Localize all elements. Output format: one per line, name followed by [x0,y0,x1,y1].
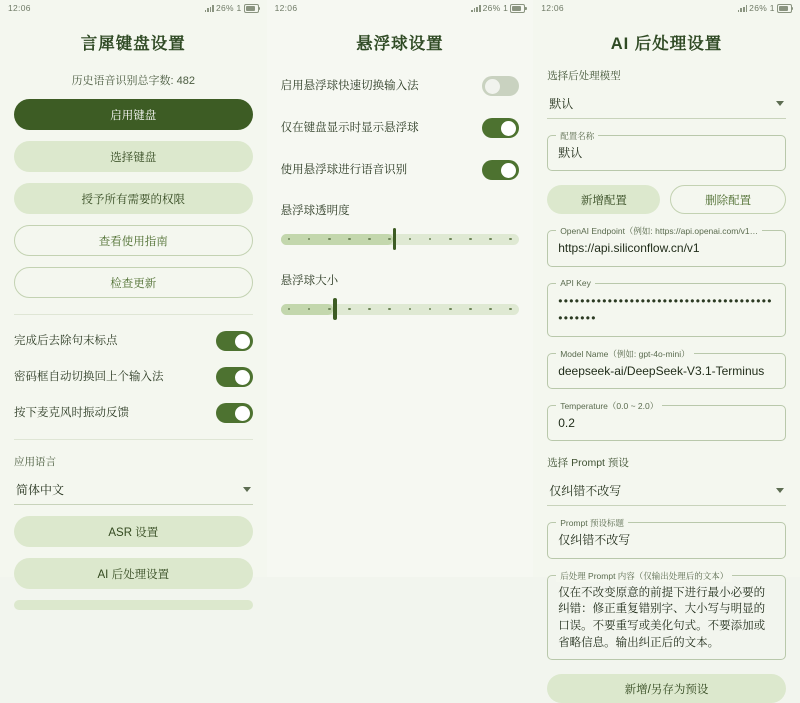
view-guide-button[interactable]: 查看使用指南 [14,225,253,256]
signal-icon [471,5,480,12]
floatball-opacity-slider[interactable] [281,228,520,250]
keyboard-content [0,99,267,610]
history-count-label: 历史语音识别总字数: 482 [71,75,196,87]
prompt-preset-label: 选择 Prompt 预设 [547,457,629,470]
enable-floatball-switch-ime-label: 启用悬浮球快速切换输入法 [280,79,419,92]
chevron-down-icon [776,488,784,493]
api-key-legend: API Key [556,278,595,288]
status-bar-right-panel [533,0,800,16]
divider-after-buttons [14,314,253,315]
grant-permissions-button[interactable]: 授予所有需要的权限 [14,183,253,214]
switch-knob [235,406,250,421]
status-bar-time: 12:06 [541,3,564,13]
model-select-value: 默认 [549,97,574,111]
prompt-title-value: 仅纠错不改写 [558,533,631,548]
battery-percent: 26% 1 [482,3,509,13]
status-bar-time: 12:06 [8,3,31,13]
openai-endpoint-value: https://api.siliconflow.cn/v1 [558,241,700,256]
chevron-down-icon [243,487,251,492]
floatball-opacity-label: 悬浮球透明度 [280,205,350,217]
add-config-button[interactable]: 新增配置 [547,185,660,214]
api-key-field[interactable] [547,277,786,337]
mic-haptic-feedback-switch[interactable] [216,403,253,423]
setting-row-mic-haptic-feedback [14,403,253,423]
model-select-label: 选择后处理模型 [547,70,621,82]
setting-row-floatball-voice-recognition [281,160,520,180]
prompt-title-field[interactable] [547,518,786,558]
password-auto-switch-label: 密码框自动切换回上个输入法 [14,370,164,383]
model-name-value: deepseek-ai/DeepSeek-V3.1-Terminus [558,363,765,378]
status-bar-indicators-mid [471,3,525,13]
ai-content [533,68,800,703]
prompt-content-legend: 后处理 Prompt 内容（仅输出处理后的文本） [556,570,732,582]
api-key-value: •••••••••••••••••••••••••••••••••••••••••••••• [558,293,773,326]
floatball-size-slider[interactable] [281,298,520,320]
openai-endpoint-legend: OpenAI Endpoint（例如: https://api.openai.com/v1… [556,225,762,237]
switch-knob [485,79,500,94]
enable-floatball-switch-ime-switch[interactable] [482,76,519,96]
floatball-voice-recognition-switch[interactable] [482,160,519,180]
temperature-legend: Temperature（0.0 ~ 2.0） [556,400,662,412]
status-bar-indicators [205,3,259,13]
asr-settings-button[interactable]: ASR 设置 [14,516,253,547]
app-language-label: 应用语言 [14,456,56,468]
divider-before-language [14,439,253,440]
signal-icon [738,5,747,12]
status-bar-time: 12:06 [274,3,298,13]
show-only-on-keyboard-label: 仅在键盘显示时显示悬浮球 [280,121,419,134]
check-update-button[interactable]: 检查更新 [14,267,253,298]
status-bar-mid-panel [267,0,534,16]
setting-row-remove-trailing-punctuation [14,331,253,351]
slider-ticks [288,238,513,241]
panel-ai-postprocess-settings [533,0,800,696]
panel-floatball-settings [267,0,534,577]
config-name-field[interactable] [547,131,786,171]
model-select[interactable] [547,89,786,119]
model-name-field[interactable] [547,348,786,389]
save-preset-button[interactable]: 新增/另存为预设 [547,674,786,703]
slider-thumb[interactable] [333,298,337,320]
temperature-field[interactable] [547,400,786,441]
config-name-legend: 配置名称 [556,130,598,142]
battery-percent: 26% 1 [749,3,775,13]
switch-knob [501,163,516,178]
battery-percent: 26% 1 [215,3,242,13]
battery-icon [777,4,792,13]
battery-icon [244,4,259,13]
show-only-on-keyboard-switch[interactable] [482,118,519,138]
app-language-value: 简体中文 [16,483,65,497]
temperature-value: 0.2 [558,415,575,430]
signal-icon [205,5,214,12]
prompt-content-value: 仅在不改变原意的前提下进行最小必要的纠错：修正重复错别字、大小写与明显的口误。不要重写或美化句式。不要添加或省略信息。输出纠正后的文本。 [558,586,766,649]
mic-haptic-feedback-label: 按下麦克风时振动反馈 [14,406,129,419]
status-bar-indicators-right [738,3,792,13]
ai-postprocess-settings-button[interactable]: AI 后处理设置 [14,558,253,589]
config-name-value: 默认 [558,146,583,160]
select-keyboard-button[interactable]: 选择键盘 [14,141,253,172]
status-bar-left-panel [0,0,267,16]
model-name-legend: Model Name（例如: gpt-4o-mini） [556,348,693,360]
status-bar-clock-group [8,3,31,13]
setting-row-show-only-on-keyboard [281,118,520,138]
status-bar-clock-group-right [541,3,564,13]
page-title-ai: AI 后处理设置 [610,35,723,53]
delete-config-button[interactable]: 删除配置 [670,185,785,214]
chevron-down-icon [776,101,784,106]
page-title-floatball: 悬浮球设置 [356,35,444,53]
remove-trailing-punctuation-switch[interactable] [216,331,253,351]
floatball-content [267,76,534,320]
slider-ticks [288,308,513,311]
prompt-content-field[interactable] [547,570,786,661]
prompt-title-legend: Prompt 预设标题 [556,517,628,529]
config-action-buttons [547,185,786,214]
slider-thumb[interactable] [393,228,397,250]
password-auto-switch-switch[interactable] [216,367,253,387]
openai-endpoint-field[interactable] [547,226,786,266]
status-bar-clock-group-mid [275,3,298,13]
prompt-preset-select[interactable] [547,476,786,506]
app-language-select[interactable] [14,475,253,505]
switch-knob [501,121,516,136]
floatball-size-label: 悬浮球大小 [280,275,339,287]
setting-row-enable-floatball-switch-ime [281,76,520,96]
battery-icon [510,4,525,13]
floatball-voice-recognition-label: 使用悬浮球进行语音识别 [280,163,408,176]
switch-knob [235,370,250,385]
remove-trailing-punctuation-label: 完成后去除句末标点 [14,334,118,347]
extra-bottom-button[interactable] [14,600,253,610]
page-title: 言犀键盘设置 [80,35,186,53]
switch-knob [235,334,250,349]
enable-keyboard-button[interactable]: 启用键盘 [14,99,253,130]
prompt-preset-value: 仅纠错不改写 [549,484,622,499]
setting-row-password-auto-switch [14,367,253,387]
panel-keyboard-settings [0,0,267,581]
